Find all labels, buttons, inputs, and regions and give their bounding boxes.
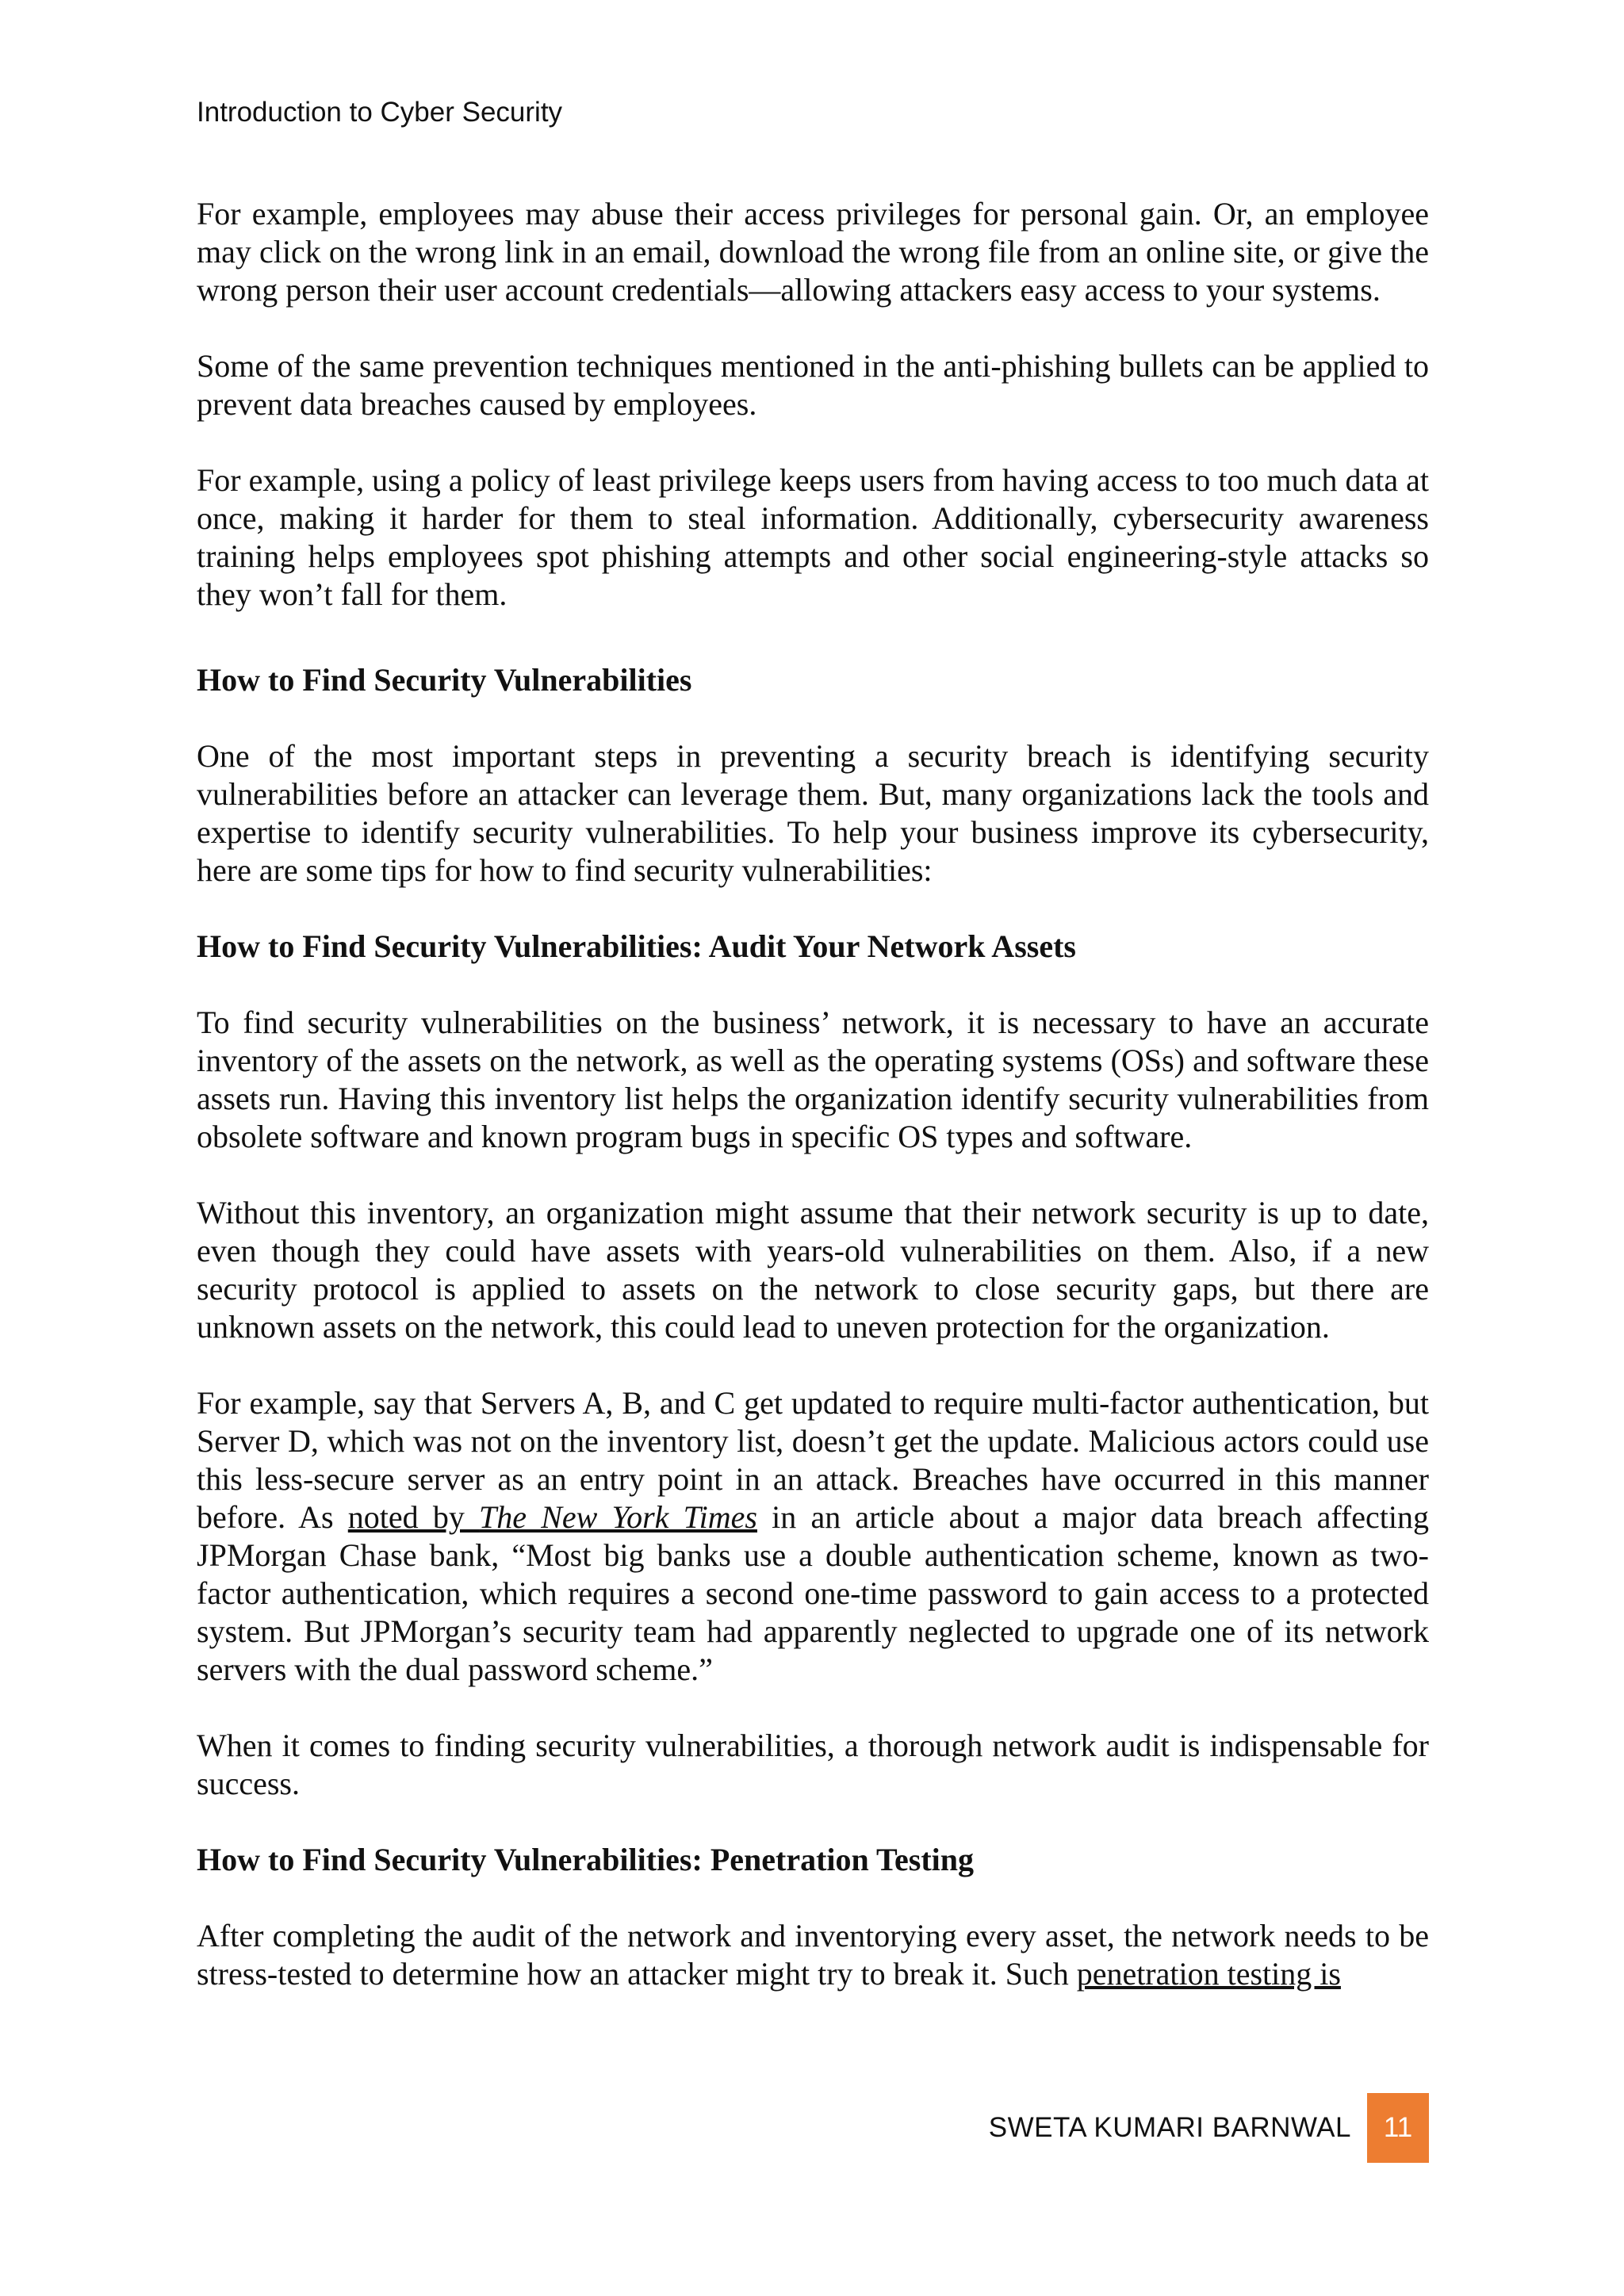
paragraph: Some of the same prevention techniques mentioned in the anti-phishing bullets can be applied to prevent data breaches caused by employees. [197, 348, 1429, 422]
nyt-citation-link[interactable]: noted by The New York Times [347, 1499, 757, 1535]
penetration-testing-link[interactable]: penetration testing is [1076, 1956, 1341, 1992]
page-number-badge: 11 [1367, 2093, 1429, 2163]
paragraph-text: in an article about a major data breach affecting JPMorgan Chase bank, “Most big banks use a double authentication scheme, known as two-factor authentication, which requires a second one-time password to gain access to a protected system. But JPMorgan’s security team had apparently neglected to upgrade one of its network servers with the dual password scheme.” [197, 1499, 1429, 1687]
author-name: SWETA KUMARI BARNWAL [988, 2112, 1351, 2143]
paragraph: For example, using a policy of least privilege keeps users from having access to too much data at once, making it harder for them to steal information. Additionally, cybersecurity awareness training helps employees spot phishing attempts and other social engineering-style attacks so they won’t fall for them. [197, 462, 1429, 612]
section-heading: How to Find Security Vulnerabilities: Audit Your Network Assets [197, 928, 1076, 964]
page-content [197, 195, 1429, 1993]
paragraph: For example, employees may abuse their access privileges for personal gain. Or, an employee may click on the wrong link in an email, download the wrong file from an online site, or give the wrong person their user account credentials—allowing attackers easy access to your systems. [197, 196, 1429, 308]
page-footer [989, 2093, 1429, 2163]
section-heading: How to Find Security Vulnerabilities [197, 662, 692, 698]
paragraph-with-citation [197, 1384, 1429, 1689]
paragraph-text: After completing the audit of the network and inventorying every asset, the network needs to be stress-tested to determine how an attacker might try to break it. Such [197, 1918, 1429, 1992]
paragraph-text: For example, say that Servers A, B, and C get updated to require multi-factor authentication, but Server D, which was not on the inventory list, doesn’t get the update. Malicious actors could use this less-secure server as an entry point in an attack. Breaches have occurred in this manner before. As [197, 1385, 1429, 1535]
nyt-title: The New York Times [479, 1499, 757, 1535]
paragraph: One of the most important steps in preventing a security breach is identifying security vulnerabilities before an attacker can leverage them. But, many organizations lack the tools and expertise to identify security vulnerabilities. To help your business improve its cybersecurity, here are some tips for how to find security vulnerabilities: [197, 738, 1429, 888]
paragraph: When it comes to finding security vulnerabilities, a thorough network audit is indispensable for success. [197, 1728, 1429, 1801]
paragraph-with-link [197, 1917, 1429, 1993]
paragraph: Without this inventory, an organization might assume that their network security is up to date, even though they could have assets with years-old vulnerabilities on them. Also, if a new security protocol is applied to assets on the network to close security gaps, but there are unknown assets on the network, this could lead to uneven protection for the organization. [197, 1195, 1429, 1345]
section-heading: How to Find Security Vulnerabilities: Penetration Testing [197, 1842, 975, 1877]
paragraph: To find security vulnerabilities on the business’ network, it is necessary to have an accurate inventory of the assets on the network, as well as the operating systems (OSs) and software these assets run. Having this inventory list helps the organization identify security vulnerabilities from obsolete software and known program bugs in specific OS types and software. [197, 1004, 1429, 1154]
running-header: Introduction to Cyber Security [197, 97, 563, 128]
